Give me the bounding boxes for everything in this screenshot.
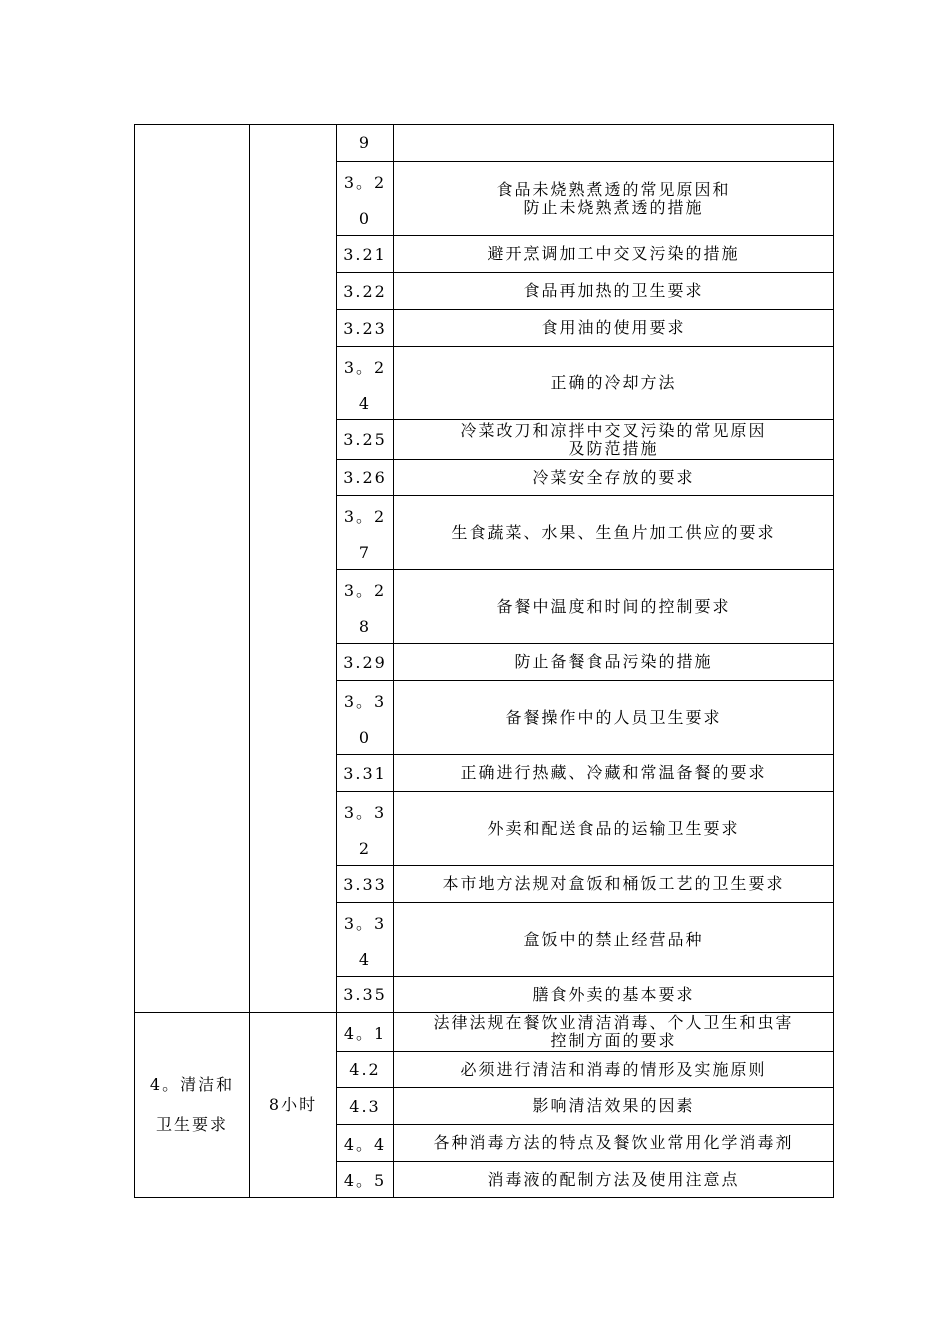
item-content: 备餐操作中的人员卫生要求 — [394, 681, 834, 755]
item-content: 消毒液的配制方法及使用注意点 — [394, 1162, 834, 1198]
item-number: 9 — [337, 125, 394, 162]
item-content: 影响清洁效果的因素 — [394, 1088, 834, 1125]
item-number: 3。2 0 — [337, 162, 394, 236]
hours-cell: 8小时 — [250, 1013, 337, 1198]
item-number: 3。3 4 — [337, 903, 394, 977]
item-number: 4.3 — [337, 1088, 394, 1125]
item-content: 冷菜安全存放的要求 — [394, 460, 834, 496]
item-number: 3.25 — [337, 420, 394, 460]
item-number: 3。3 2 — [337, 792, 394, 866]
item-number: 3.22 — [337, 273, 394, 310]
item-content: 生食蔬菜、水果、生鱼片加工供应的要求 — [394, 496, 834, 570]
item-number: 4。5 — [337, 1162, 394, 1198]
item-content — [394, 125, 834, 162]
item-content: 食用油的使用要求 — [394, 310, 834, 347]
item-content: 正确进行热藏、冷藏和常温备餐的要求 — [394, 755, 834, 792]
item-content: 法律法规在餐饮业清洁消毒、个人卫生和虫害 控制方面的要求 — [394, 1013, 834, 1052]
item-content: 食品再加热的卫生要求 — [394, 273, 834, 310]
hours-cell-empty — [250, 125, 337, 1013]
item-content: 膳食外卖的基本要求 — [394, 977, 834, 1013]
item-content: 冷菜改刀和凉拌中交叉污染的常见原因 及防范措施 — [394, 420, 834, 460]
item-content: 外卖和配送食品的运输卫生要求 — [394, 792, 834, 866]
item-number: 4。1 — [337, 1013, 394, 1052]
item-number: 3。2 7 — [337, 496, 394, 570]
item-number: 3。2 4 — [337, 347, 394, 420]
item-number: 3。3 0 — [337, 681, 394, 755]
item-number: 3.33 — [337, 866, 394, 903]
category-cell: 4。清洁和 卫生要求 — [135, 1013, 250, 1198]
item-number: 4。4 — [337, 1125, 394, 1162]
item-number: 3.35 — [337, 977, 394, 1013]
item-content: 本市地方法规对盒饭和桶饭工艺的卫生要求 — [394, 866, 834, 903]
item-content: 避开烹调加工中交叉污染的措施 — [394, 236, 834, 273]
item-number: 3.23 — [337, 310, 394, 347]
item-number: 4.2 — [337, 1052, 394, 1088]
item-number: 3.21 — [337, 236, 394, 273]
course-table — [134, 124, 834, 1198]
item-number: 3.31 — [337, 755, 394, 792]
table-row — [135, 1013, 834, 1052]
table-row — [135, 125, 834, 162]
item-number: 3。2 8 — [337, 570, 394, 644]
item-content: 盒饭中的禁止经营品种 — [394, 903, 834, 977]
item-content: 食品未烧熟煮透的常见原因和 防止未烧熟煮透的措施 — [394, 162, 834, 236]
item-content: 正确的冷却方法 — [394, 347, 834, 420]
item-content: 各种消毒方法的特点及餐饮业常用化学消毒剂 — [394, 1125, 834, 1162]
category-cell-empty — [135, 125, 250, 1013]
item-content: 备餐中温度和时间的控制要求 — [394, 570, 834, 644]
item-content: 必须进行清洁和消毒的情形及实施原则 — [394, 1052, 834, 1088]
item-number: 3.26 — [337, 460, 394, 496]
item-content: 防止备餐食品污染的措施 — [394, 644, 834, 681]
item-number: 3.29 — [337, 644, 394, 681]
